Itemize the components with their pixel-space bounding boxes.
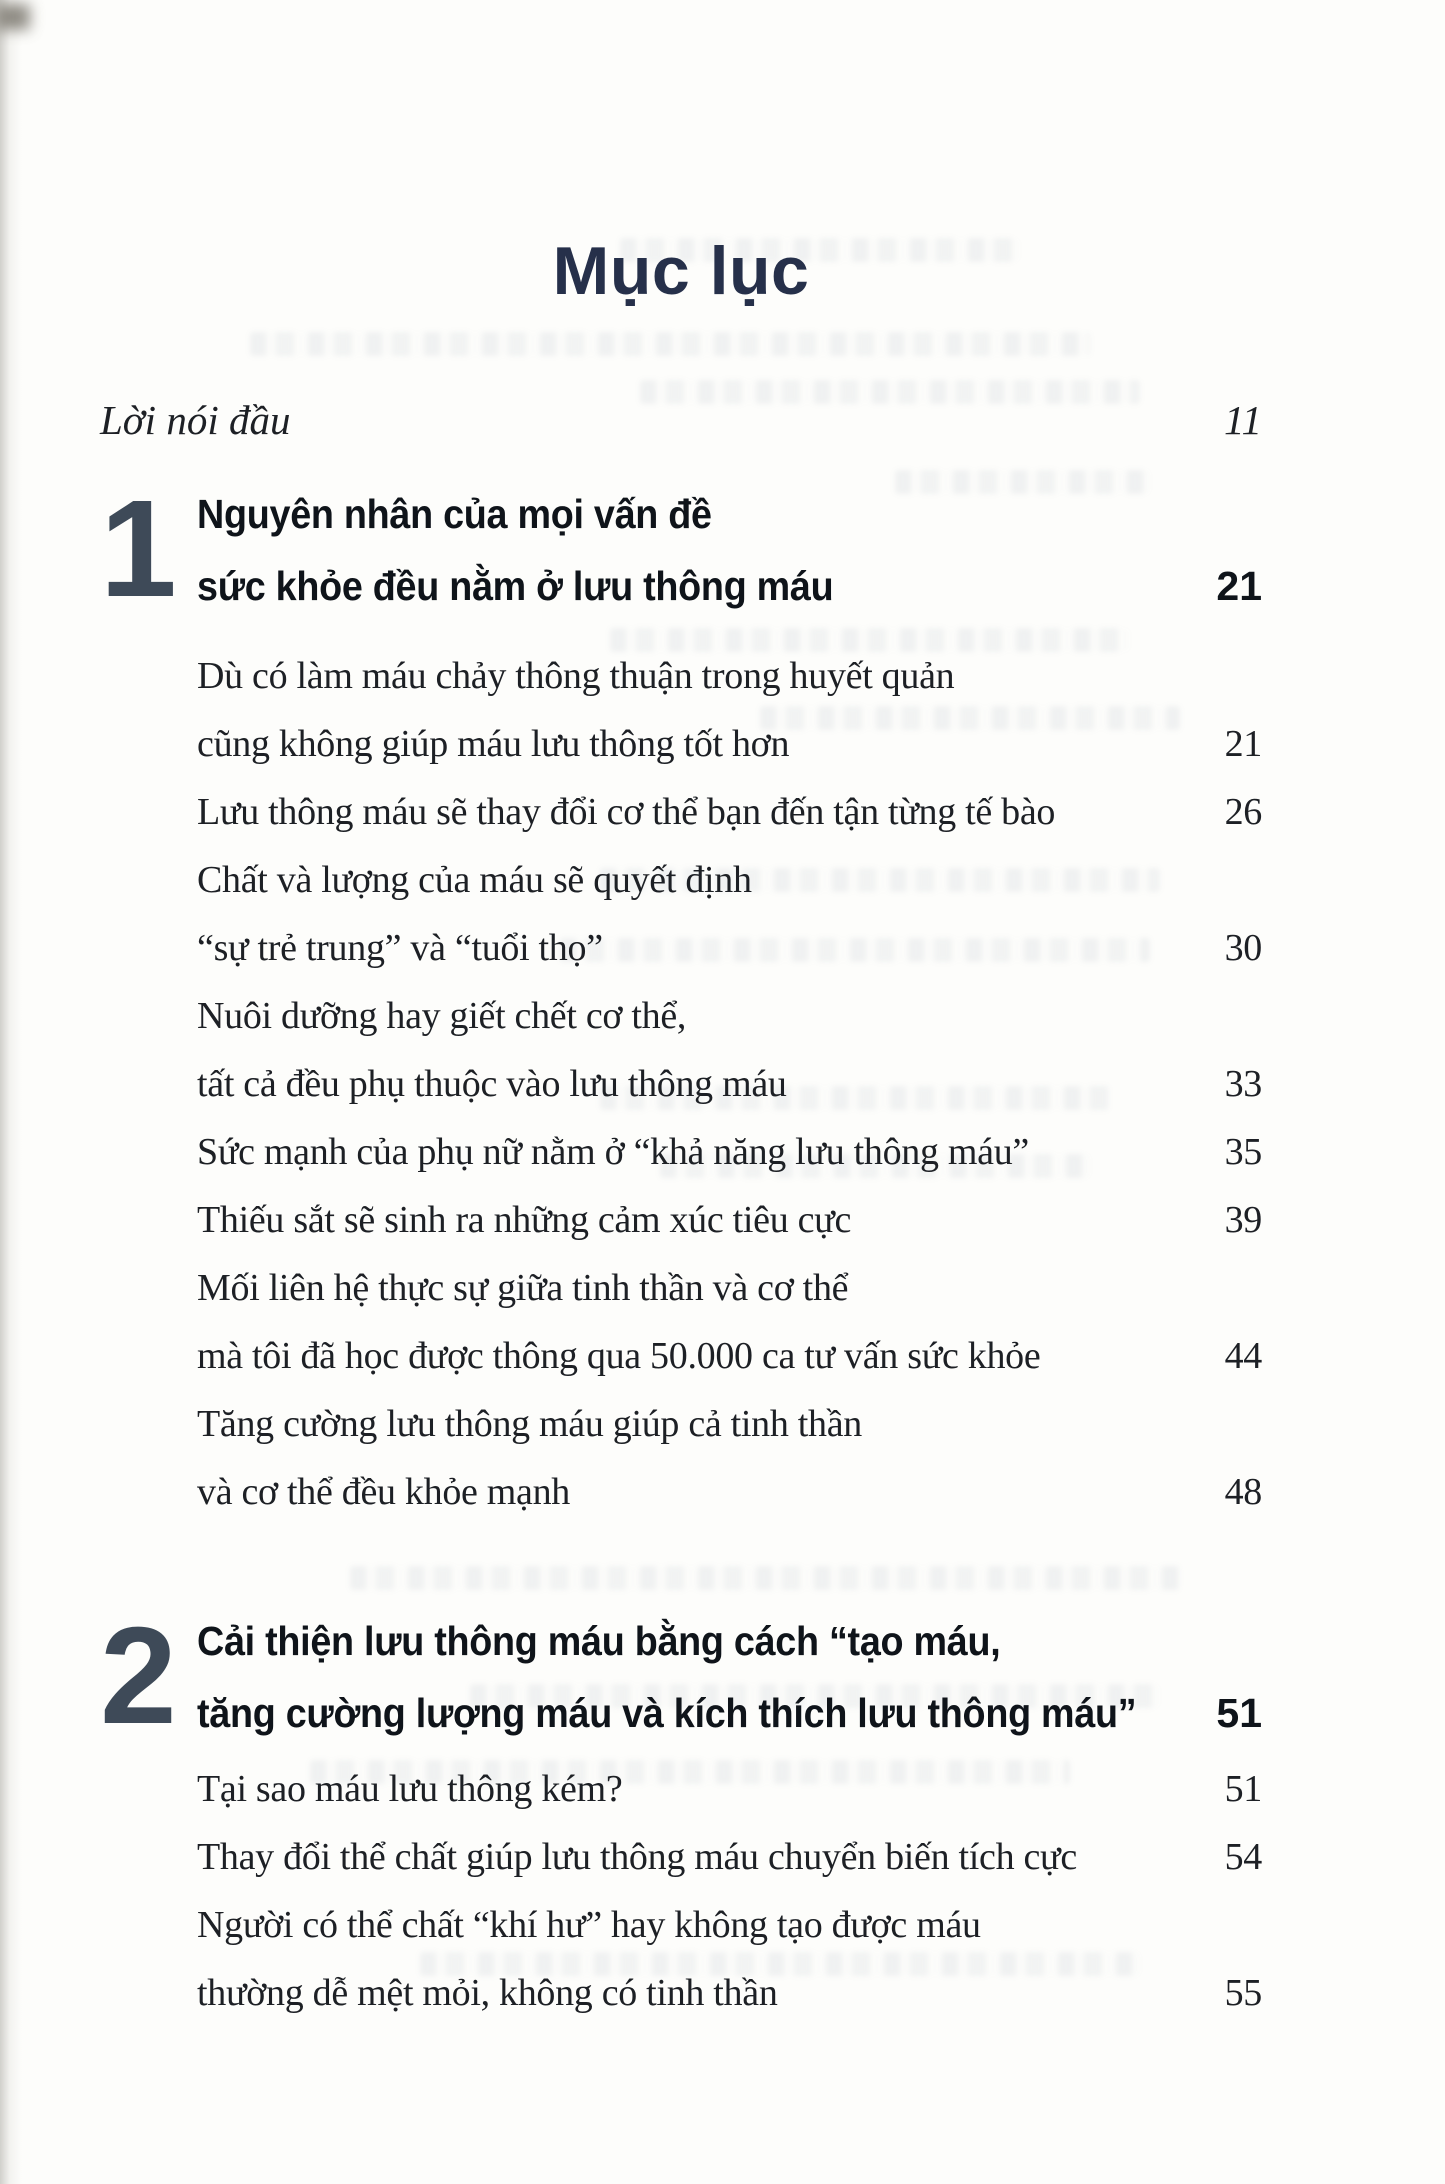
- toc-entry-text: Mối liên hệ thực sự giữa tinh thần và cơ thể: [197, 1267, 849, 1309]
- chapter-page-number: 51: [1216, 1690, 1262, 1736]
- toc-entry-page-number: 48: [1224, 1471, 1262, 1513]
- toc-entry-page-number: 54: [1224, 1836, 1262, 1878]
- toc-entry: [100, 1891, 1262, 2027]
- chapter-title-line: sức khỏe đều nằm ở lưu thông máu: [197, 563, 834, 609]
- chapter-heading: [100, 1599, 1262, 1753]
- toc-entry-page-number: 35: [1224, 1131, 1262, 1173]
- toc-entry-text: Dù có làm máu chảy thông thuận trong huyết quản: [197, 655, 955, 697]
- preface-page-number: 11: [1224, 397, 1262, 443]
- chapter-entries: [100, 642, 1262, 1526]
- toc-entry-line: [100, 1755, 1262, 1823]
- chapter-title-line: Cải thiện lưu thông máu bằng cách “tạo máu,: [197, 1618, 1001, 1664]
- toc-entry-page-number: 39: [1224, 1199, 1262, 1241]
- toc-entry-line: [100, 1823, 1262, 1891]
- toc-entry-line: [100, 778, 1262, 846]
- toc-entry: [100, 846, 1262, 982]
- toc-entry-line: [100, 982, 1262, 1050]
- toc-entry: [100, 778, 1262, 846]
- toc-entry-text: Sức mạnh của phụ nữ nằm ở “khả năng lưu thông máu”: [197, 1131, 1029, 1173]
- toc-entry-page-number: 26: [1224, 791, 1262, 833]
- preface-row: [100, 394, 1262, 446]
- chapter-entries: [100, 1755, 1262, 2027]
- toc-entry-line: [100, 1891, 1262, 1959]
- chapter-heading: [100, 472, 1262, 626]
- toc-entry-text: và cơ thể đều khỏe mạnh: [197, 1471, 571, 1513]
- toc-entry-line: [100, 642, 1262, 710]
- toc-entry-text: mà tôi đã học được thông qua 50.000 ca tư vấn sức khỏe: [197, 1335, 1041, 1377]
- toc-entry-page-number: 51: [1224, 1768, 1262, 1810]
- preface-label: Lời nói đầu: [100, 397, 291, 443]
- toc-entry-text: Tăng cường lưu thông máu giúp cả tinh thần: [197, 1403, 862, 1445]
- toc-entry: [100, 1390, 1262, 1526]
- toc-entry-page-number: 30: [1224, 927, 1262, 969]
- toc-entry-line: [100, 1050, 1262, 1118]
- toc-entry-text: Thay đổi thể chất giúp lưu thông máu chuyển biến tích cực: [197, 1836, 1077, 1878]
- chapter-block: [100, 1599, 1262, 2027]
- toc-entry-text: Tại sao máu lưu thông kém?: [197, 1768, 623, 1810]
- chapter-page-number: 21: [1216, 563, 1262, 609]
- toc-entry-text: “sự trẻ trung” và “tuổi thọ”: [197, 927, 603, 969]
- toc-entry-line: [100, 1458, 1262, 1526]
- toc-entry: [100, 1118, 1262, 1186]
- toc-list: [100, 472, 1262, 2027]
- toc-entry-text: Chất và lượng của máu sẽ quyết định: [197, 859, 752, 901]
- scan-corner-smudge: [0, 4, 30, 30]
- toc-entry-page-number: 33: [1224, 1063, 1262, 1105]
- toc-entry: [100, 1254, 1262, 1390]
- toc-entry: [100, 982, 1262, 1118]
- chapter-block: [100, 472, 1262, 1526]
- toc-entry-line: [100, 1254, 1262, 1322]
- toc-entry-text: cũng không giúp máu lưu thông tốt hơn: [197, 723, 790, 765]
- page-title: Mục lục: [552, 233, 810, 309]
- chapter-number: 2: [100, 1599, 174, 1753]
- toc-entry-line: [100, 1118, 1262, 1186]
- toc-entry: [100, 1186, 1262, 1254]
- toc-entry-page-number: 21: [1224, 723, 1262, 765]
- toc-entry-text: thường dễ mệt mỏi, không có tinh thần: [197, 1972, 778, 2014]
- toc-entry-line: [100, 914, 1262, 982]
- toc-entry-line: [100, 1186, 1262, 1254]
- chapter-title: [197, 1605, 1262, 1749]
- toc-entry: [100, 1755, 1262, 1823]
- toc-entry-page-number: 44: [1224, 1335, 1262, 1377]
- toc-entry: [100, 642, 1262, 778]
- toc-entry-line: [100, 1322, 1262, 1390]
- toc-entry-line: [100, 710, 1262, 778]
- chapter-title-line: tăng cường lượng máu và kích thích lưu thông máu”: [197, 1690, 1137, 1736]
- toc-entry-page-number: 55: [1224, 1972, 1262, 2014]
- toc-entry-line: [100, 1959, 1262, 2027]
- chapter-number: 1: [100, 472, 174, 626]
- toc-entry: [100, 1823, 1262, 1891]
- toc-entry-text: Người có thể chất “khí hư” hay không tạo được máu: [197, 1904, 981, 1946]
- toc-entry-text: Thiếu sắt sẽ sinh ra những cảm xúc tiêu cực: [197, 1199, 852, 1241]
- chapter-title-line: Nguyên nhân của mọi vấn đề: [197, 491, 712, 537]
- toc-entry-text: tất cả đều phụ thuộc vào lưu thông máu: [197, 1063, 787, 1105]
- scan-edge-shadow: [0, 0, 22, 2184]
- toc-entry-text: Nuôi dưỡng hay giết chết cơ thể,: [197, 995, 687, 1037]
- bleedthrough-ghost: [250, 332, 1090, 356]
- toc-entry-line: [100, 1390, 1262, 1458]
- chapter-title: [197, 478, 1262, 622]
- toc-entry-line: [100, 846, 1262, 914]
- toc-entry-text: Lưu thông máu sẽ thay đổi cơ thể bạn đến tận từng tế bào: [197, 791, 1056, 833]
